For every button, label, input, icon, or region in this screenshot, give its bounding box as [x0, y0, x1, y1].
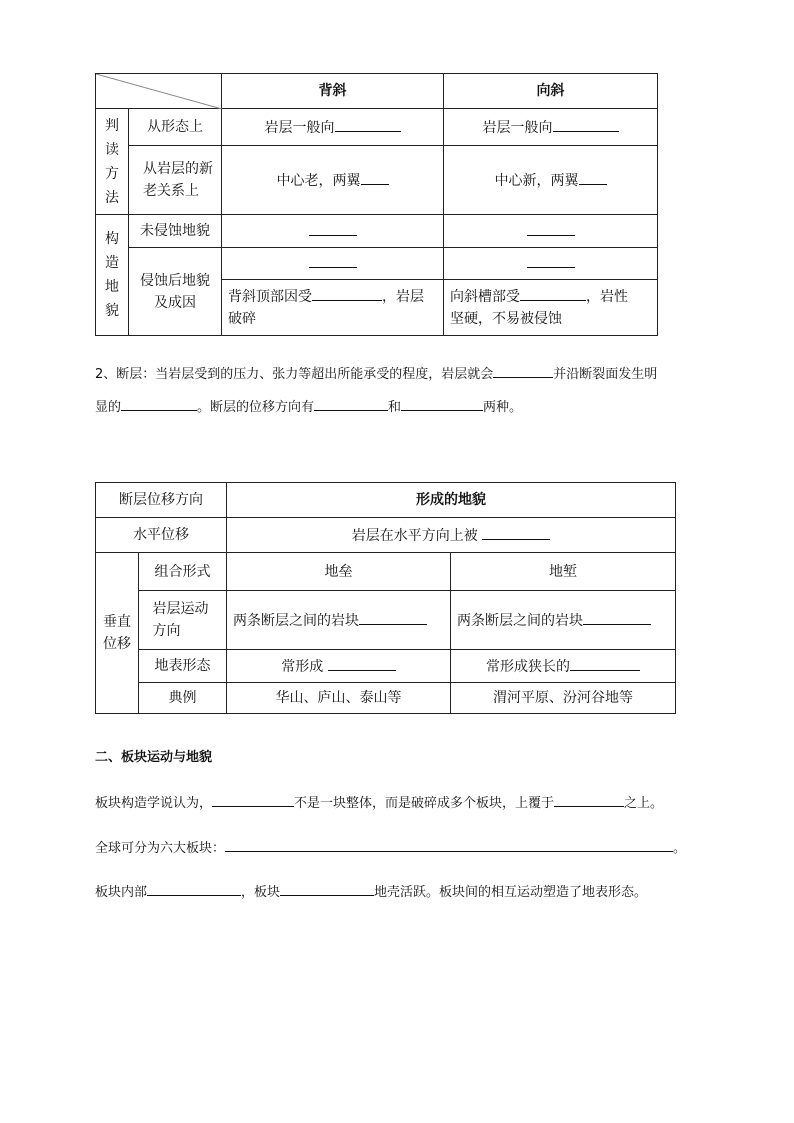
col-graben: 地堑	[451, 553, 676, 591]
fault-line-1: 2、断层：当岩层受到的压力、张力等超出所能承受的程度，岩层就会 并沿断裂面发生明	[95, 362, 657, 382]
plate-line-2: 全球可分为六大板块： 。	[95, 836, 686, 856]
blank[interactable]	[401, 395, 483, 411]
header-landform: 形成的地貌	[227, 483, 676, 518]
row-motion: 岩层运动方向	[139, 591, 227, 650]
cell-form-anticline: 岩层一般向	[222, 109, 444, 146]
diagonal-line	[96, 74, 222, 109]
blank[interactable]	[482, 524, 550, 540]
blank[interactable]	[309, 252, 357, 268]
cell-uneroded-anticline	[222, 215, 444, 248]
cell-motion-horst: 两条断层之间的岩块	[227, 591, 451, 650]
header-direction: 断层位移方向	[96, 483, 227, 518]
cell-example-horst: 华山、庐山、泰山等	[227, 683, 451, 714]
blank[interactable]	[493, 362, 553, 378]
cell-form-syncline: 岩层一般向	[444, 109, 658, 146]
blank[interactable]	[361, 169, 389, 185]
blank[interactable]	[309, 220, 357, 236]
fault-line-2: 显的 。断层的位移方向有 和 两种。	[95, 395, 522, 415]
row-age: 从岩层的新老关系上	[129, 146, 222, 215]
col-syncline: 向斜	[444, 74, 658, 109]
fault-table	[95, 482, 676, 714]
group-vertical: 垂直位移	[96, 553, 139, 714]
blank[interactable]	[520, 285, 586, 301]
blank[interactable]	[527, 252, 575, 268]
group-reading: 判读方法	[96, 109, 129, 215]
col-horst: 地垒	[227, 553, 451, 591]
row-uneroded: 未侵蚀地貌	[129, 215, 222, 248]
cell-uneroded-syncline	[444, 215, 658, 248]
cell-eroded-syncline-2: 向斜槽部受 ，岩性 坚硬，不易被侵蚀	[444, 280, 658, 336]
cell-surface-graben: 常形成狭长的	[451, 650, 676, 683]
blank[interactable]	[312, 285, 382, 301]
row-eroded: 侵蚀后地貌及成因	[129, 248, 222, 336]
blank[interactable]	[579, 169, 607, 185]
row-form: 从形态上	[129, 109, 222, 146]
blank[interactable]	[147, 880, 241, 896]
group-landform: 构造地貌	[96, 215, 129, 336]
row-combination: 组合形式	[139, 553, 227, 591]
blank[interactable]	[328, 655, 396, 671]
cell-eroded-anticline-1	[222, 248, 444, 280]
blank[interactable]	[554, 791, 624, 807]
section-heading: 二、板块运动与地貌	[95, 750, 213, 765]
cell-eroded-syncline-1	[444, 248, 658, 280]
cell-eroded-anticline-2: 背斜顶部因受 ，岩层 破碎	[222, 280, 444, 336]
diagonal-header-cell	[96, 74, 222, 109]
cell-age-anticline: 中心老，两翼	[222, 146, 444, 215]
plate-line-3: 板块内部 ，板块 地壳活跃。板块间的相互运动塑造了地表形态。	[95, 880, 647, 900]
cell-age-syncline: 中心新，两翼	[444, 146, 658, 215]
cell-example-graben: 渭河平原、汾河谷地等	[451, 683, 676, 714]
blank[interactable]	[553, 116, 619, 132]
cell-horizontal: 岩层在水平方向上被	[227, 518, 676, 553]
blank[interactable]	[527, 220, 575, 236]
row-example: 典例	[139, 683, 227, 714]
blank[interactable]	[359, 609, 427, 625]
blank[interactable]	[583, 609, 651, 625]
plate-line-1: 板块构造学说认为， 不是一块整体，而是破碎成多个板块，上覆于 之上。	[95, 791, 663, 811]
blank[interactable]	[280, 880, 374, 896]
fold-table	[95, 73, 658, 336]
col-anticline: 背斜	[222, 74, 444, 109]
row-horizontal: 水平位移	[96, 518, 227, 553]
cell-motion-graben: 两条断层之间的岩块	[451, 591, 676, 650]
blank[interactable]	[225, 836, 673, 852]
blank[interactable]	[335, 116, 401, 132]
row-surface: 地表形态	[139, 650, 227, 683]
blank[interactable]	[570, 655, 640, 671]
cell-surface-horst: 常形成	[227, 650, 451, 683]
blank[interactable]	[212, 791, 294, 807]
blank[interactable]	[121, 395, 197, 411]
blank[interactable]	[314, 395, 388, 411]
